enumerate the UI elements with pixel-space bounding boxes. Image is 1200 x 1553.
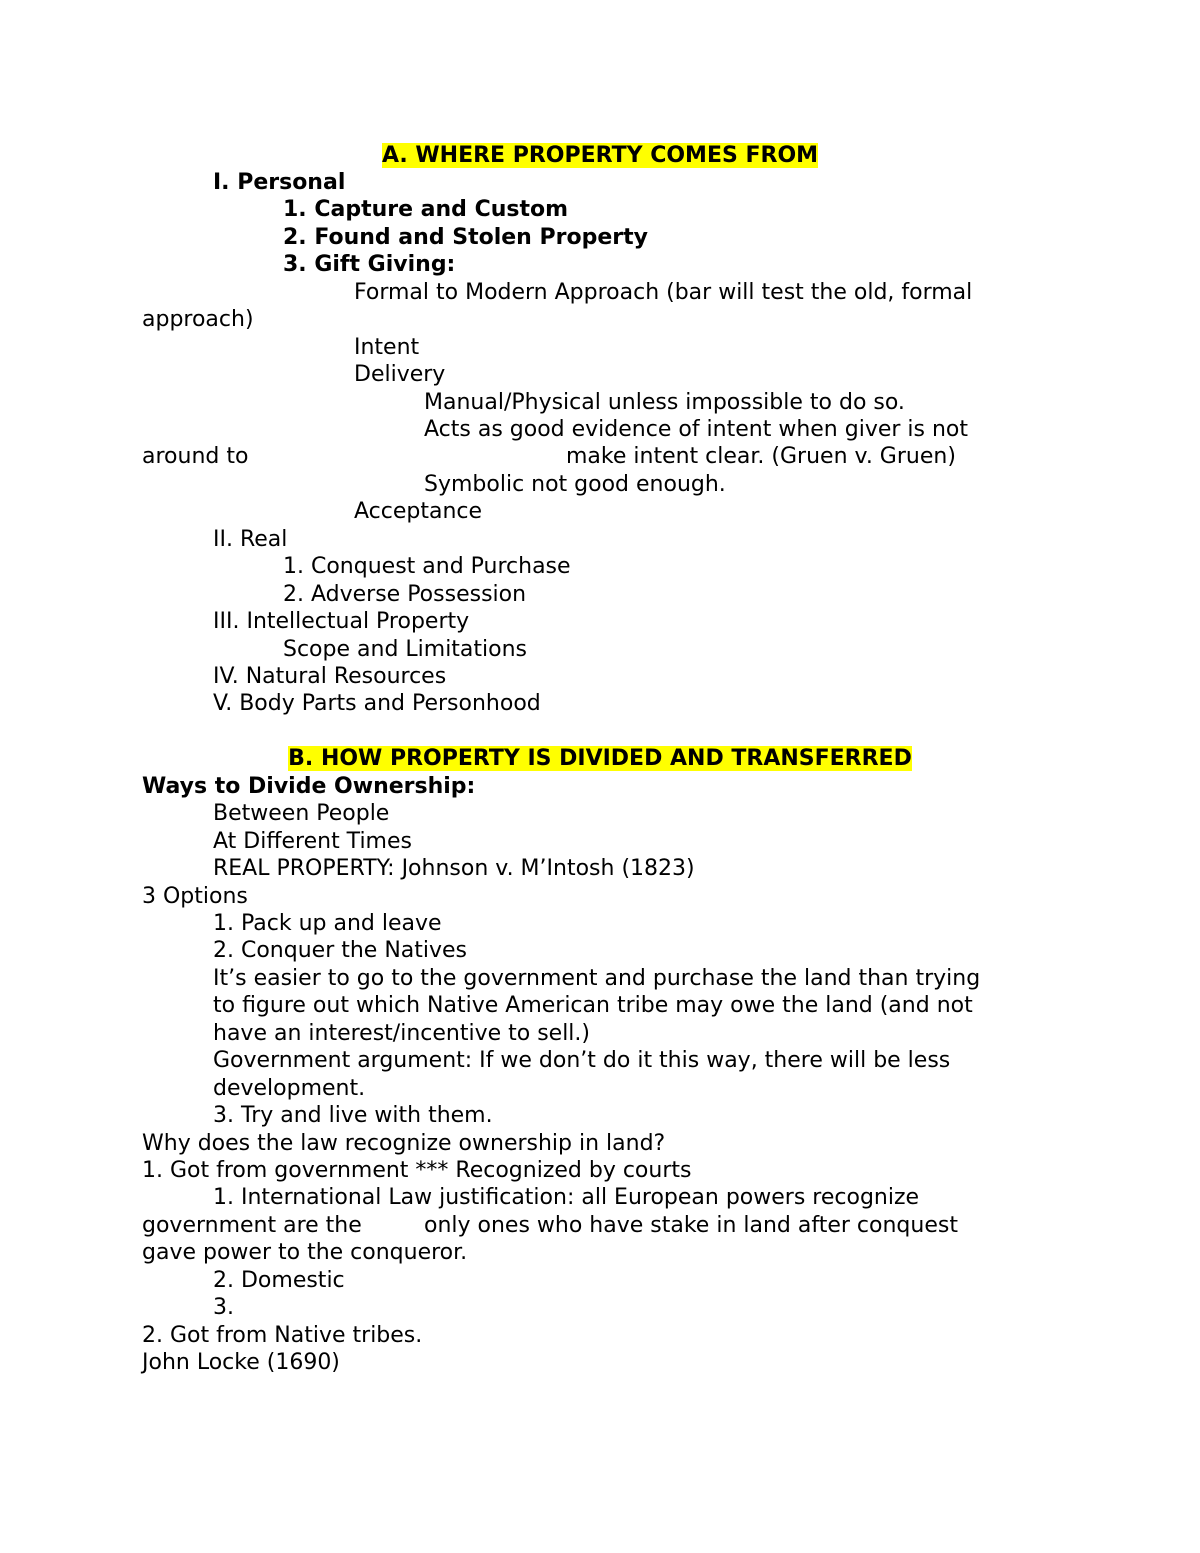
intl-line1: 1. International Law justification: all European powers recognize: [213, 1185, 920, 1210]
real-property-item: REAL PROPERTY: Johnson v. M’Intosh (1823): [213, 856, 695, 881]
acts-line2b: make intent clear. (Gruen v. Gruen): [566, 444, 956, 469]
delivery-item: Delivery: [354, 362, 446, 387]
ways-heading: Ways to Divide Ownership:: [142, 774, 476, 799]
section-a-heading-line: [0, 142, 1200, 169]
between-item: Between People: [213, 801, 390, 826]
easier-line3: have an interest/incentive to sell.): [213, 1021, 590, 1046]
acts-line2a: around to: [142, 444, 249, 469]
intellectual-heading: III. Intellectual Property: [213, 609, 470, 634]
gov-line1: Government argument: If we don’t do it this way, there will be less: [213, 1048, 951, 1073]
symbolic-item: Symbolic not good enough.: [424, 472, 726, 497]
got-native-line: 2. Got from Native tribes.: [142, 1323, 423, 1348]
acts-line1: Acts as good evidence of intent when giver is not: [424, 417, 969, 442]
three-item: 3.: [213, 1295, 234, 1320]
intent-item: Intent: [354, 335, 420, 360]
got-gov-line: 1. Got from government *** Recognized by courts: [142, 1158, 692, 1183]
personal-heading: I. Personal: [213, 170, 346, 195]
easier-line2: to figure out which Native American tribe may owe the land (and not: [213, 993, 973, 1018]
capture-item: 1. Capture and Custom: [283, 197, 569, 222]
try-item: 3. Try and live with them.: [213, 1103, 493, 1128]
found-item: 2. Found and Stolen Property: [283, 225, 648, 250]
intl-line2b: only ones who have stake in land after conquest: [424, 1213, 958, 1238]
domestic-item: 2. Domestic: [213, 1268, 345, 1293]
times-item: At Different Times: [213, 829, 412, 854]
section-b-heading-line: [0, 745, 1200, 772]
body-heading: V. Body Parts and Personhood: [213, 691, 541, 716]
options-heading: 3 Options: [142, 884, 248, 909]
natural-heading: IV. Natural Resources: [213, 664, 447, 689]
manual-item: Manual/Physical unless impossible to do so.: [424, 390, 905, 415]
pack-item: 1. Pack up and leave: [213, 911, 442, 936]
section-a-heading: A. WHERE PROPERTY COMES FROM: [381, 143, 819, 168]
conquest-item: 1. Conquest and Purchase: [283, 554, 571, 579]
formal-approach-line1: Formal to Modern Approach (bar will test the old, formal: [354, 280, 973, 305]
formal-approach-line2: approach): [142, 307, 254, 332]
conquer-item: 2. Conquer the Natives: [213, 938, 468, 963]
easier-line1: It’s easier to go to the government and purchase the land than trying: [213, 966, 981, 991]
locke-line: John Locke (1690): [142, 1350, 340, 1375]
acceptance-item: Acceptance: [354, 499, 483, 524]
gift-item: 3. Gift Giving:: [283, 252, 456, 277]
gov-line2: development.: [213, 1076, 366, 1101]
adverse-item: 2. Adverse Possession: [283, 582, 527, 607]
scope-item: Scope and Limitations: [283, 637, 528, 662]
intl-line3: gave power to the conqueror.: [142, 1240, 468, 1265]
why-line: Why does the law recognize ownership in land?: [142, 1131, 666, 1156]
real-heading: II. Real: [213, 527, 288, 552]
section-b-heading: B. HOW PROPERTY IS DIVIDED AND TRANSFERRED: [288, 746, 912, 771]
intl-line2a: government are the: [142, 1213, 362, 1238]
